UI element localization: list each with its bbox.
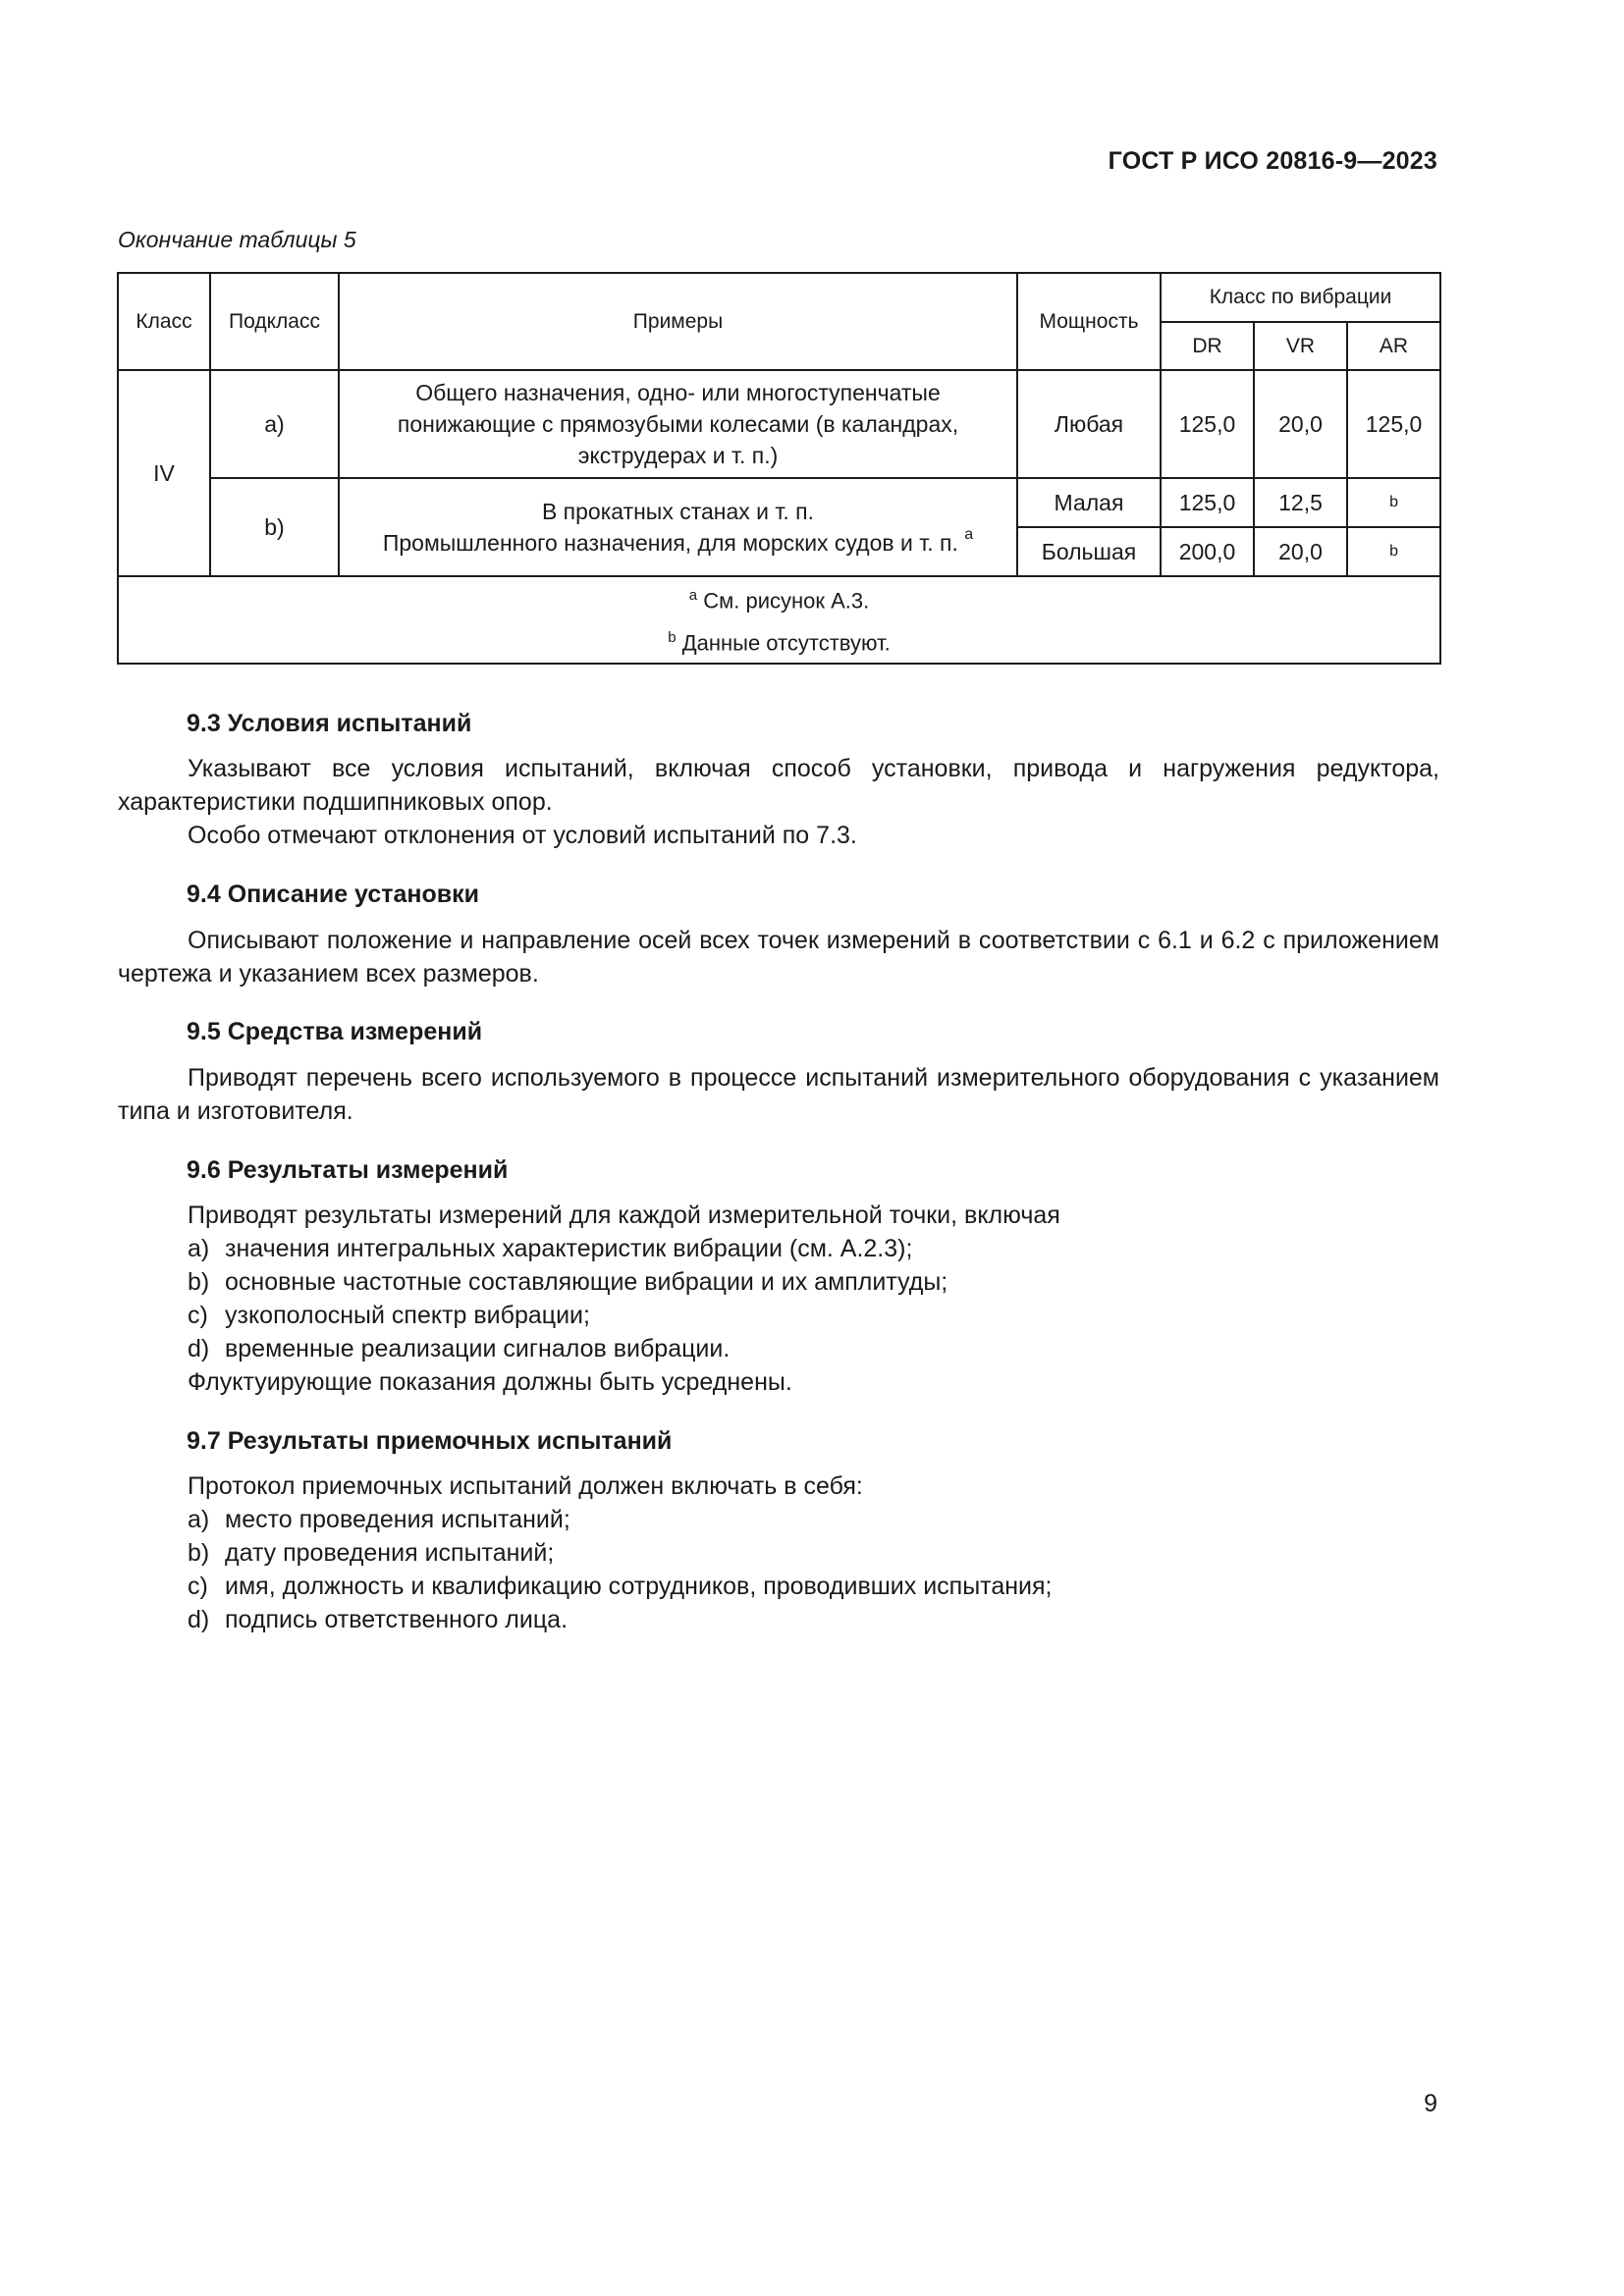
footnote-mark: a [964,526,974,543]
list-item [118,1570,1439,1603]
list-item-text: узкополосный спектр вибрации; [225,1302,590,1329]
header-class: Класс [118,273,210,370]
section-body-9-3 [118,752,1439,852]
list-item-text: имя, должность и квалификацию сотрудников, проводивших испытания; [225,1573,1053,1600]
section-body-9-4 [118,924,1439,990]
paragraph: Протокол приемочных испытаний должен включать в себя: [188,1472,863,1500]
class-cell: IV [118,370,210,576]
page-number: 9 [1424,2090,1437,2117]
section-body-9-6 [118,1199,1439,1399]
list-marker: a) [188,1506,210,1533]
header-examples: Примеры [339,273,1017,370]
paragraph: Флуктуирующие показания должны быть усреднены. [188,1368,792,1396]
table-note [127,577,1432,619]
list-item-text: подпись ответственного лица. [225,1606,568,1633]
header-power: Мощность [1017,273,1161,370]
document-header: ГОСТ Р ИСО 20816-9—2023 [1108,147,1437,175]
list-item [118,1265,1439,1299]
list-item-text: место проведения испытаний; [225,1506,570,1533]
list-marker: d) [188,1606,210,1633]
header-ar: AR [1347,322,1440,370]
section-body-9-5 [118,1061,1439,1128]
list-item-text: временные реализации сигналов вибрации. [225,1335,731,1362]
ar-cell: b [1347,478,1440,527]
examples-cell: Общего назначения, одно- или многоступенчатые понижающие с прямозубыми колесами (в каландрах, экструдерах и т. п.) [339,370,1017,478]
paragraph: Особо отмечают отклонения от условий испытаний по 7.3. [188,822,857,849]
header-subclass: Подкласс [210,273,339,370]
examples-line [348,527,1008,559]
power-cell: Большая [1017,527,1161,576]
table-row [118,478,1440,527]
power-cell: Любая [1017,370,1161,478]
list-item-text: дату проведения испытаний; [225,1539,555,1567]
list-marker: b) [188,1539,210,1567]
list-item [118,1536,1439,1570]
note-text: Данные отсутствуют. [676,630,891,656]
footnote-mark: a [688,587,698,604]
list-marker: c) [188,1302,208,1329]
table-note [127,619,1432,662]
list-item [118,1232,1439,1265]
list-item [118,1299,1439,1332]
vr-cell: 20,0 [1254,370,1347,478]
table-caption: Окончание таблицы 5 [118,227,356,252]
dr-cell: 125,0 [1161,370,1254,478]
section-heading-9-5: 9.5 Средства измерений [187,1018,483,1045]
vr-cell: 12,5 [1254,478,1347,527]
footnote-mark: b [668,629,677,647]
table-notes [118,576,1440,664]
vr-cell: 20,0 [1254,527,1347,576]
list-item [118,1332,1439,1365]
subclass-cell: a) [210,370,339,478]
section-body-9-7 [118,1469,1439,1636]
examples-line: В прокатных станах и т. п. [541,499,815,524]
list-item [118,1603,1439,1636]
subclass-cell: b) [210,478,339,576]
list-item-text: значения интегральных характеристик вибрации (см. А.2.3); [225,1235,913,1262]
header-vibration-class: Класс по вибрации [1161,273,1440,322]
dr-cell: 200,0 [1161,527,1254,576]
section-heading-9-4: 9.4 Описание установки [187,881,479,908]
ar-cell: 125,0 [1347,370,1440,478]
list-marker: a) [188,1235,210,1262]
dr-cell: 125,0 [1161,478,1254,527]
list-item [118,1503,1439,1536]
paragraph: Приводят результаты измерений для каждой измерительной точки, включая [188,1201,1060,1229]
section-heading-9-7: 9.7 Результаты приемочных испытаний [187,1427,673,1455]
list-marker: d) [188,1335,210,1362]
examples-cell [339,478,1017,576]
header-vr: VR [1254,322,1347,370]
section-heading-9-3: 9.3 Условия испытаний [187,710,472,737]
paragraph: Указывают все условия испытаний, включая способ установки, привода и нагружения редуктора, характеристики подшипниковых опор. [118,755,1439,816]
list-item-text: основные частотные составляющие вибрации и их амплитуды; [225,1268,948,1296]
header-dr: DR [1161,322,1254,370]
vibration-class-table [117,272,1441,665]
table-5 [117,272,1439,665]
list-marker: b) [188,1268,210,1296]
ar-cell: b [1347,527,1440,576]
list-marker: c) [188,1573,208,1600]
paragraph: Описывают положение и направление осей всех точек измерений в соответствии с 6.1 и 6.2 с приложением чертежа и указанием всех размеров. [118,927,1439,988]
note-text: См. рисунок А.3. [697,588,870,614]
section-heading-9-6: 9.6 Результаты измерений [187,1156,509,1184]
table-notes-row [118,576,1440,664]
power-cell: Малая [1017,478,1161,527]
table-row [118,370,1440,478]
examples-line-text: Промышленного назначения, для морских судов и т. п. [382,530,958,556]
paragraph: Приводят перечень всего используемого в процессе испытаний измерительного оборудования с указанием типа и изготовителя. [118,1064,1439,1125]
